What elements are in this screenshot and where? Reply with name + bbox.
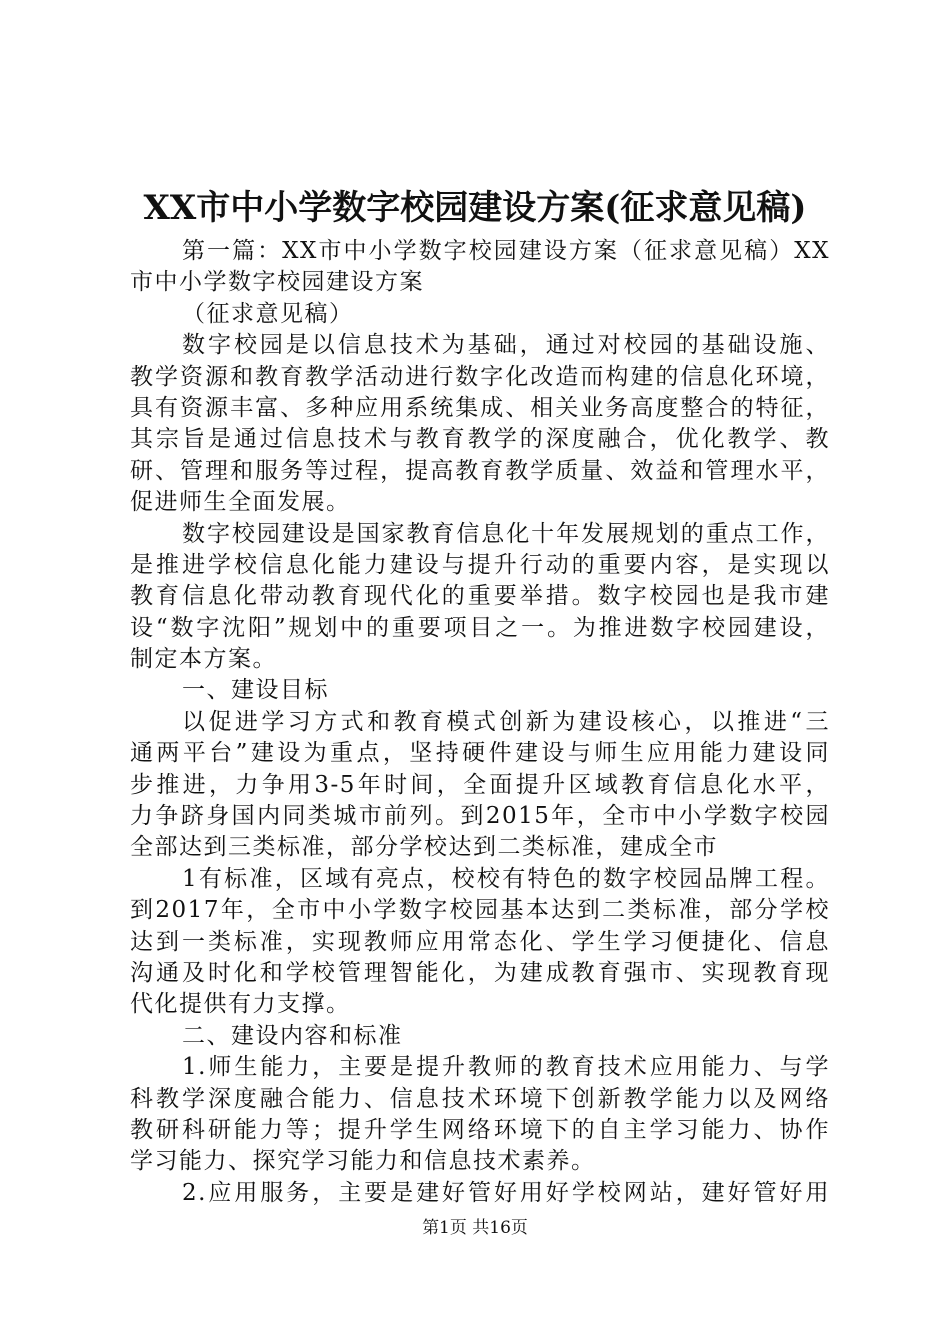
text-line: 其宗旨是通过信息技术与教育教学的深度融合，优化教学、教 xyxy=(130,426,830,453)
text-line: 二、建设内容和标准 xyxy=(182,1022,403,1049)
text-line: 力争跻身国内同类城市前列。到2015年，全市中小学数字校园 xyxy=(130,803,830,830)
text-line: 具有资源丰富、多种应用系统集成、相关业务高度整合的特征， xyxy=(130,394,830,421)
text-line: 1有标准，区域有亮点，校校有特色的数字校园品牌工程。 xyxy=(182,865,830,892)
text-line: 教学资源和教育教学活动进行数字化改造而构建的信息化环境， xyxy=(130,363,830,390)
text-line: 科教学深度融合能力、信息技术环境下创新教学能力以及网络 xyxy=(130,1085,830,1112)
text-line: 数字校园是以信息技术为基础，通过对校园的基础设施、 xyxy=(182,332,830,359)
page-footer: 第1页 共16页 xyxy=(422,1218,528,1238)
text-line: 1.师生能力，主要是提升教师的教育技术应用能力、与学 xyxy=(182,1054,830,1081)
text-line: 市中小学数字校园建设方案 xyxy=(130,269,424,296)
text-line: 第一篇：XX市中小学数字校园建设方案（征求意见稿）XX xyxy=(182,238,830,264)
document-title: XX市中小学数字校园建设方案(征求意见稿) xyxy=(143,188,807,228)
text-line: 2.应用服务，主要是建好管好用好学校网站，建好管好用 xyxy=(182,1179,830,1206)
text-line: （征求意见稿） xyxy=(182,300,354,327)
text-line: 代化提供有力支撑。 xyxy=(130,991,351,1018)
text-line: 教研科研能力等；提升学生网络环境下的自主学习能力、协作 xyxy=(130,1116,830,1143)
text-line: 沟通及时化和学校管理智能化，为建成教育强市、实现教育现 xyxy=(130,959,830,986)
text-line: 数字校园建设是国家教育信息化十年发展规划的重点工作， xyxy=(182,520,830,547)
text-line: 设“数字沈阳”规划中的重要项目之一。为推进数字校园建设， xyxy=(130,614,830,641)
document-body xyxy=(130,236,830,1209)
text-line: 步推进，力争用3-5年时间，全面提升区域教育信息化水平， xyxy=(130,771,830,798)
text-line: 学习能力、探究学习能力和信息技术素养。 xyxy=(130,1148,596,1175)
text-line: 达到一类标准，实现教师应用常态化、学生学习便捷化、信息 xyxy=(130,928,830,955)
text-line: 是推进学校信息化能力建设与提升行动的重要内容，是实现以 xyxy=(130,551,830,578)
text-line: 促进师生全面发展。 xyxy=(130,489,351,516)
text-line: 通两平台”建设为重点，坚持硬件建设与师生应用能力建设同 xyxy=(130,740,830,767)
text-line: 全部达到三类标准，部分学校达到二类标准，建成全市 xyxy=(130,834,718,861)
text-line: 到2017年，全市中小学数字校园基本达到二类标准，部分学校 xyxy=(130,897,830,924)
text-line: 研、管理和服务等过程，提高教育教学质量、效益和管理水平， xyxy=(130,457,830,484)
text-line: 教育信息化带动教育现代化的重要举措。数字校园也是我市建 xyxy=(130,583,830,610)
text-line: 一、建设目标 xyxy=(182,677,329,704)
text-line: 以促进学习方式和教育模式创新为建设核心，以推进“三 xyxy=(182,708,830,735)
text-line: 制定本方案。 xyxy=(130,646,277,673)
